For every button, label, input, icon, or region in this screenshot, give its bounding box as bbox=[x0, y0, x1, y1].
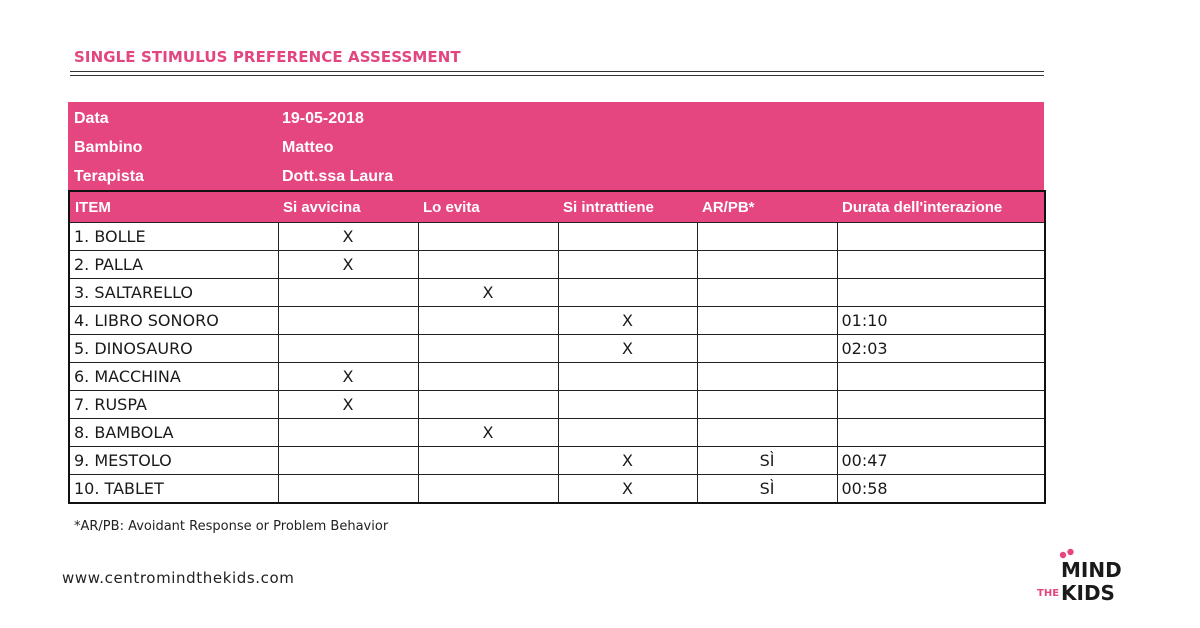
column-header-approaches: Si avvicina bbox=[278, 191, 418, 223]
mark-cell bbox=[558, 279, 697, 307]
table-row bbox=[69, 251, 1045, 279]
table-row bbox=[69, 447, 1045, 475]
mark-cell bbox=[278, 279, 418, 307]
mark-cell: X bbox=[558, 307, 697, 335]
item-name-cell: 6. MACCHINA bbox=[69, 363, 278, 391]
info-row-date bbox=[68, 104, 1044, 133]
mark-cell: X bbox=[418, 419, 558, 447]
item-name-cell: 3. SALTARELLO bbox=[69, 279, 278, 307]
table-row bbox=[69, 307, 1045, 335]
mark-cell bbox=[697, 307, 837, 335]
table-row bbox=[69, 475, 1045, 504]
mark-cell bbox=[278, 335, 418, 363]
logo-dot-2 bbox=[1067, 549, 1073, 555]
assessment-table bbox=[68, 190, 1046, 504]
mark-cell: SÌ bbox=[697, 447, 837, 475]
mark-cell bbox=[278, 307, 418, 335]
mark-cell bbox=[697, 391, 837, 419]
mark-cell bbox=[697, 251, 837, 279]
duration-cell: 02:03 bbox=[837, 335, 1045, 363]
mark-cell: X bbox=[278, 223, 418, 251]
mark-cell bbox=[418, 391, 558, 419]
mark-cell bbox=[697, 223, 837, 251]
mark-cell bbox=[697, 363, 837, 391]
info-value: 19-05-2018 bbox=[282, 110, 364, 127]
mark-cell bbox=[278, 419, 418, 447]
mark-cell bbox=[278, 475, 418, 504]
info-row-therapist bbox=[68, 162, 1044, 191]
info-label: Bambino bbox=[74, 139, 143, 156]
footnote: *AR/PB: Avoidant Response or Problem Behavior bbox=[74, 519, 389, 534]
column-header-item: ITEM bbox=[69, 191, 278, 223]
info-label: Terapista bbox=[74, 168, 144, 185]
table-row bbox=[69, 419, 1045, 447]
mark-cell bbox=[697, 419, 837, 447]
mark-cell bbox=[697, 279, 837, 307]
logo-kids: KIDS bbox=[1061, 581, 1115, 605]
mark-cell bbox=[418, 251, 558, 279]
item-name-cell: 4. LIBRO SONORO bbox=[69, 307, 278, 335]
duration-cell bbox=[837, 391, 1045, 419]
info-value: Dott.ssa Laura bbox=[282, 168, 394, 185]
table-row bbox=[69, 391, 1045, 419]
logo-mind: MIND bbox=[1061, 558, 1122, 582]
column-header-arpb: AR/PB* bbox=[697, 191, 837, 223]
title-rule-top bbox=[70, 71, 1044, 72]
column-header-avoids: Lo evita bbox=[418, 191, 558, 223]
mark-cell: X bbox=[278, 251, 418, 279]
session-info-header bbox=[68, 102, 1044, 190]
duration-cell: 01:10 bbox=[837, 307, 1045, 335]
duration-cell bbox=[837, 279, 1045, 307]
document-title: SINGLE STIMULUS PREFERENCE ASSESSMENT bbox=[74, 48, 461, 66]
title-rule-bottom bbox=[70, 75, 1044, 76]
info-label: Data bbox=[74, 110, 109, 127]
mark-cell bbox=[418, 475, 558, 504]
website-url: www.centromindthekids.com bbox=[62, 569, 295, 587]
mind-the-kids-logo bbox=[1030, 547, 1130, 607]
mark-cell: X bbox=[558, 475, 697, 504]
mark-cell bbox=[558, 391, 697, 419]
item-name-cell: 10. TABLET bbox=[69, 475, 278, 504]
mark-cell bbox=[418, 335, 558, 363]
duration-cell bbox=[837, 419, 1045, 447]
mark-cell: X bbox=[278, 391, 418, 419]
mark-cell bbox=[418, 307, 558, 335]
mark-cell bbox=[558, 251, 697, 279]
mark-cell bbox=[418, 223, 558, 251]
item-name-cell: 9. MESTOLO bbox=[69, 447, 278, 475]
table-header-row bbox=[69, 191, 1045, 223]
mark-cell bbox=[697, 335, 837, 363]
assessment-sheet bbox=[68, 102, 1044, 504]
table-row bbox=[69, 363, 1045, 391]
item-name-cell: 8. BAMBOLA bbox=[69, 419, 278, 447]
column-header-engages: Si intrattiene bbox=[558, 191, 697, 223]
duration-cell bbox=[837, 223, 1045, 251]
mark-cell bbox=[418, 447, 558, 475]
mark-cell bbox=[558, 419, 697, 447]
item-name-cell: 5. DINOSAURO bbox=[69, 335, 278, 363]
mark-cell bbox=[278, 447, 418, 475]
table-body bbox=[69, 223, 1045, 504]
column-header-duration: Durata dell'interazione bbox=[837, 191, 1045, 223]
mark-cell: X bbox=[418, 279, 558, 307]
item-name-cell: 2. PALLA bbox=[69, 251, 278, 279]
mark-cell: SÌ bbox=[697, 475, 837, 504]
logo-the: THE bbox=[1037, 588, 1060, 599]
duration-cell bbox=[837, 251, 1045, 279]
info-value: Matteo bbox=[282, 139, 334, 156]
mark-cell bbox=[558, 363, 697, 391]
duration-cell: 00:47 bbox=[837, 447, 1045, 475]
mark-cell: X bbox=[558, 335, 697, 363]
mark-cell bbox=[558, 223, 697, 251]
table-row bbox=[69, 223, 1045, 251]
duration-cell: 00:58 bbox=[837, 475, 1045, 504]
item-name-cell: 1. BOLLE bbox=[69, 223, 278, 251]
info-row-child bbox=[68, 133, 1044, 162]
mark-cell: X bbox=[278, 363, 418, 391]
table-row bbox=[69, 279, 1045, 307]
table-row bbox=[69, 335, 1045, 363]
duration-cell bbox=[837, 363, 1045, 391]
mark-cell: X bbox=[558, 447, 697, 475]
item-name-cell: 7. RUSPA bbox=[69, 391, 278, 419]
mark-cell bbox=[418, 363, 558, 391]
